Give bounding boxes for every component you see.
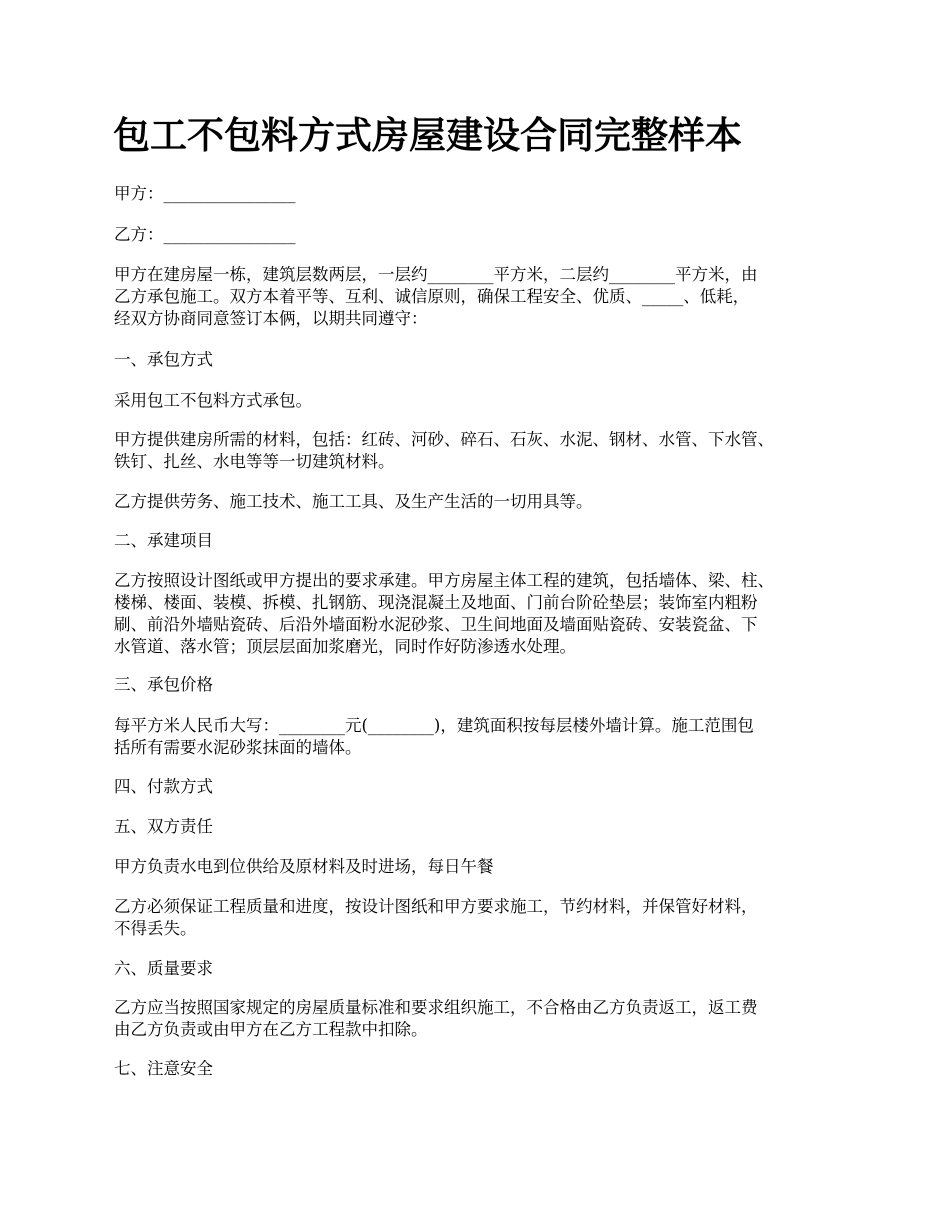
contract-price-paragraph: 每平方米人民币大写：________元(________)，建筑面积按每层楼外墙计算。施工范围包 括所有需要水泥砂浆抹面的墙体。 xyxy=(114,716,754,757)
party-a-responsibility-paragraph: 甲方负责水电到位供给及原材料及时进场，每日午餐 xyxy=(114,857,494,876)
party-a-line: 甲方：________________ xyxy=(114,184,296,203)
labor-paragraph: 乙方提供劳务、施工技术、施工工具、及生产生活的一切用具等。 xyxy=(114,492,593,511)
section-heading-safety: 七、注意安全 xyxy=(114,1059,213,1078)
section-heading-project-scope: 二、承建项目 xyxy=(114,531,213,550)
party-b-line: 乙方：________________ xyxy=(114,225,296,244)
section-heading-contract-price: 三、承包价格 xyxy=(114,675,213,694)
document-title: 包工不包料方式房屋建设合同完整样本 xyxy=(113,114,742,157)
quality-paragraph: 乙方应当按照国家规定的房屋质量标准和要求组织施工，不合格由乙方负责返工，返工费 由乙方负责或由甲方在乙方工程款中扣除。 xyxy=(114,998,758,1039)
materials-paragraph: 甲方提供建房所需的材料，包括：红砖、河砂、碎石、石灰、水泥、钢材、水管、下水管、 铁钉、扎丝、水电等等一切建筑材料。 xyxy=(114,430,774,471)
preamble-paragraph: 甲方在建房屋一栋，建筑层数两层，一层约________平方米，二层约________平方米，由 乙方承包施工。双方本着平等、互利、诚信原则，确保工程安全、优质、_____、低耗， 经双方协商同意签订本俩，以期共同遵守： xyxy=(114,265,758,328)
project-scope-paragraph: 乙方按照设计图纸或甲方提出的要求承建。甲方房屋主体工程的建筑，包括墙体、梁、柱、 楼梯、楼面、装模、拆模、扎钢筋、现浇混凝土及地面、门前台阶砼垫层；装饰室内粗粉 刷、前沿外墙贴瓷砖、后沿外墙面粉水泥砂浆、卫生间地面及墙面贴瓷砖、安装瓷盆、下 水管道、落水管；顶层层面加浆磨光，同时作好防渗透水处理。 xyxy=(114,571,774,656)
section-heading-responsibilities: 五、双方责任 xyxy=(114,817,213,836)
contract-method-paragraph: 采用包工不包料方式承包。 xyxy=(114,391,312,410)
section-heading-payment-method: 四、付款方式 xyxy=(114,777,213,796)
section-heading-quality: 六、质量要求 xyxy=(114,959,213,978)
section-heading-contract-method: 一、承包方式 xyxy=(114,350,213,369)
party-b-responsibility-paragraph: 乙方必须保证工程质量和进度，按设计图纸和甲方要求施工，节约材料，并保管好材料， 不得丢失。 xyxy=(114,897,758,938)
